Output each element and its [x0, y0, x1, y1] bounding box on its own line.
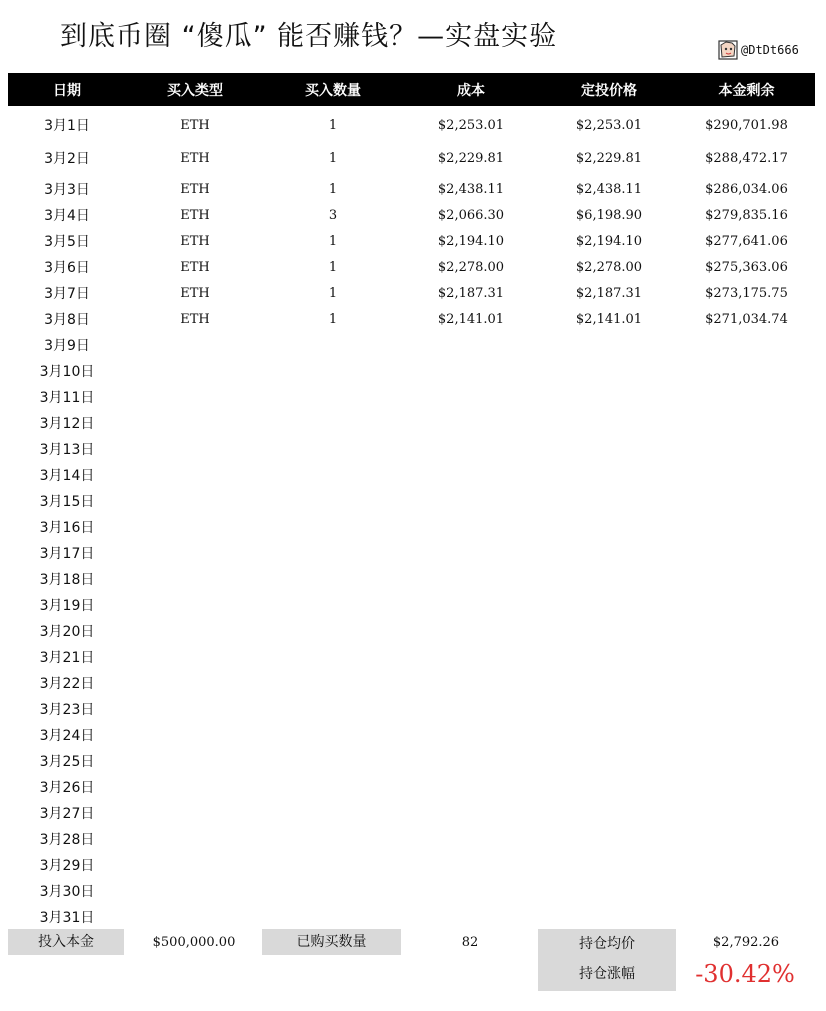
quantity-cell: 1	[328, 182, 338, 197]
table-row	[8, 801, 815, 827]
average-price-label: 持仓均价	[538, 929, 676, 959]
date-cell: 3月4日	[44, 208, 90, 224]
date-cell: 3月13日	[39, 442, 95, 458]
table-row	[8, 437, 815, 463]
cost-cell: $2,187.31	[437, 286, 505, 301]
cost-cell: $2,229.81	[437, 151, 505, 166]
price-cell: $2,194.10	[575, 234, 643, 249]
date-cell: 3月29日	[39, 858, 95, 874]
date-cell: 3月7日	[44, 286, 90, 302]
price-cell: $2,141.01	[575, 312, 643, 327]
date-cell: 3月30日	[39, 884, 95, 900]
cost-cell: $2,438.11	[437, 182, 505, 197]
date-cell: 3月26日	[39, 780, 95, 796]
remaining-cell: $290,701.98	[705, 118, 788, 133]
type-cell: ETH	[180, 151, 210, 166]
date-cell: 3月8日	[44, 312, 90, 328]
date-cell: 3月11日	[39, 390, 95, 406]
price-cell: $2,229.81	[575, 151, 643, 166]
remaining-cell: $288,472.17	[705, 151, 788, 166]
date-cell: 3月9日	[44, 338, 90, 354]
date-cell: 3月10日	[39, 364, 95, 380]
table-row	[8, 775, 815, 801]
date-cell: 3月18日	[39, 572, 95, 588]
date-cell: 3月17日	[39, 546, 95, 562]
type-cell: ETH	[180, 234, 210, 249]
position-change-value: -30.42%	[695, 960, 795, 988]
date-cell: 3月16日	[39, 520, 95, 536]
remaining-cell: $271,034.74	[705, 312, 788, 327]
table-row	[8, 515, 815, 541]
table-row	[8, 567, 815, 593]
position-change-label: 持仓涨幅	[538, 959, 676, 991]
cost-cell: $2,253.01	[437, 118, 505, 133]
date-cell: 3月22日	[39, 676, 95, 692]
table-row	[8, 359, 815, 385]
table-row	[8, 177, 815, 203]
date-cell: 3月24日	[39, 728, 95, 744]
bought-quantity-label: 已购买数量	[262, 929, 401, 955]
table-row	[8, 333, 815, 359]
cost-cell: $2,194.10	[437, 234, 505, 249]
table-row	[8, 671, 815, 697]
table-row	[8, 723, 815, 749]
remaining-cell: $286,034.06	[705, 182, 788, 197]
table-row	[8, 411, 815, 437]
cost-cell: $2,141.01	[437, 312, 505, 327]
table-row	[8, 879, 815, 905]
date-cell: 3月2日	[44, 151, 90, 167]
table-row	[8, 541, 815, 567]
column-header-type: 买入类型	[167, 83, 223, 99]
type-cell: ETH	[180, 118, 210, 133]
quantity-cell: 1	[328, 118, 338, 133]
column-header-quantity: 买入数量	[305, 83, 361, 99]
type-cell: ETH	[180, 182, 210, 197]
table-row	[8, 146, 815, 172]
date-cell: 3月21日	[39, 650, 95, 666]
author-tag	[718, 40, 799, 60]
price-cell: $2,278.00	[575, 260, 643, 275]
price-cell: $2,438.11	[575, 182, 643, 197]
date-cell: 3月25日	[39, 754, 95, 770]
date-cell: 3月12日	[39, 416, 95, 432]
remaining-cell: $275,363.06	[705, 260, 788, 275]
date-cell: 3月28日	[39, 832, 95, 848]
remaining-cell: $273,175.75	[705, 286, 788, 301]
table-row	[8, 853, 815, 879]
date-cell: 3月5日	[44, 234, 90, 250]
quantity-cell: 1	[328, 286, 338, 301]
date-cell: 3月3日	[44, 182, 90, 198]
table-row	[8, 307, 815, 333]
remaining-cell: $279,835.16	[705, 208, 788, 223]
quantity-cell: 1	[328, 260, 338, 275]
table-row	[8, 281, 815, 307]
quantity-cell: 1	[328, 234, 338, 249]
principal-label: 投入本金	[8, 929, 124, 955]
type-cell: ETH	[180, 208, 210, 223]
table-row	[8, 203, 815, 229]
bought-quantity-value: 82	[461, 935, 479, 950]
column-header-date: 日期	[53, 83, 81, 99]
table-header	[8, 73, 815, 106]
cost-cell: $2,066.30	[437, 208, 505, 223]
page-title: 到底币圈 “傻瓜” 能否赚钱？—实盘实验	[60, 21, 558, 52]
price-cell: $2,253.01	[575, 118, 643, 133]
average-price-value: $2,792.26	[712, 935, 780, 950]
column-header-price: 定投价格	[581, 83, 637, 99]
date-cell: 3月6日	[44, 260, 90, 276]
date-cell: 3月27日	[39, 806, 95, 822]
table-row	[8, 229, 815, 255]
column-header-remaining: 本金剩余	[718, 83, 775, 99]
date-cell: 3月23日	[39, 702, 95, 718]
date-cell: 3月14日	[39, 468, 95, 484]
date-cell: 3月15日	[39, 494, 95, 510]
table-row	[8, 385, 815, 411]
table-row	[8, 463, 815, 489]
price-cell: $2,187.31	[575, 286, 643, 301]
table-row	[8, 489, 815, 515]
table-row	[8, 593, 815, 619]
table-row	[8, 905, 815, 931]
date-cell: 3月19日	[39, 598, 95, 614]
price-cell: $6,198.90	[575, 208, 643, 223]
table-row	[8, 255, 815, 281]
table-row	[8, 113, 815, 139]
type-cell: ETH	[180, 260, 210, 275]
type-cell: ETH	[180, 312, 210, 327]
table-row	[8, 827, 815, 853]
date-cell: 3月31日	[39, 910, 95, 926]
principal-value: $500,000.00	[152, 935, 236, 950]
quantity-cell: 3	[328, 208, 338, 223]
author-handle: @DtDt666	[741, 43, 799, 57]
quantity-cell: 1	[328, 151, 338, 166]
type-cell: ETH	[180, 286, 210, 301]
column-header-cost: 成本	[457, 83, 485, 99]
table-row	[8, 697, 815, 723]
date-cell: 3月1日	[44, 118, 90, 134]
avatar-icon	[718, 40, 738, 60]
table-row	[8, 749, 815, 775]
quantity-cell: 1	[328, 312, 338, 327]
cost-cell: $2,278.00	[437, 260, 505, 275]
table-row	[8, 619, 815, 645]
remaining-cell: $277,641.06	[705, 234, 788, 249]
date-cell: 3月20日	[39, 624, 95, 640]
table-row	[8, 645, 815, 671]
